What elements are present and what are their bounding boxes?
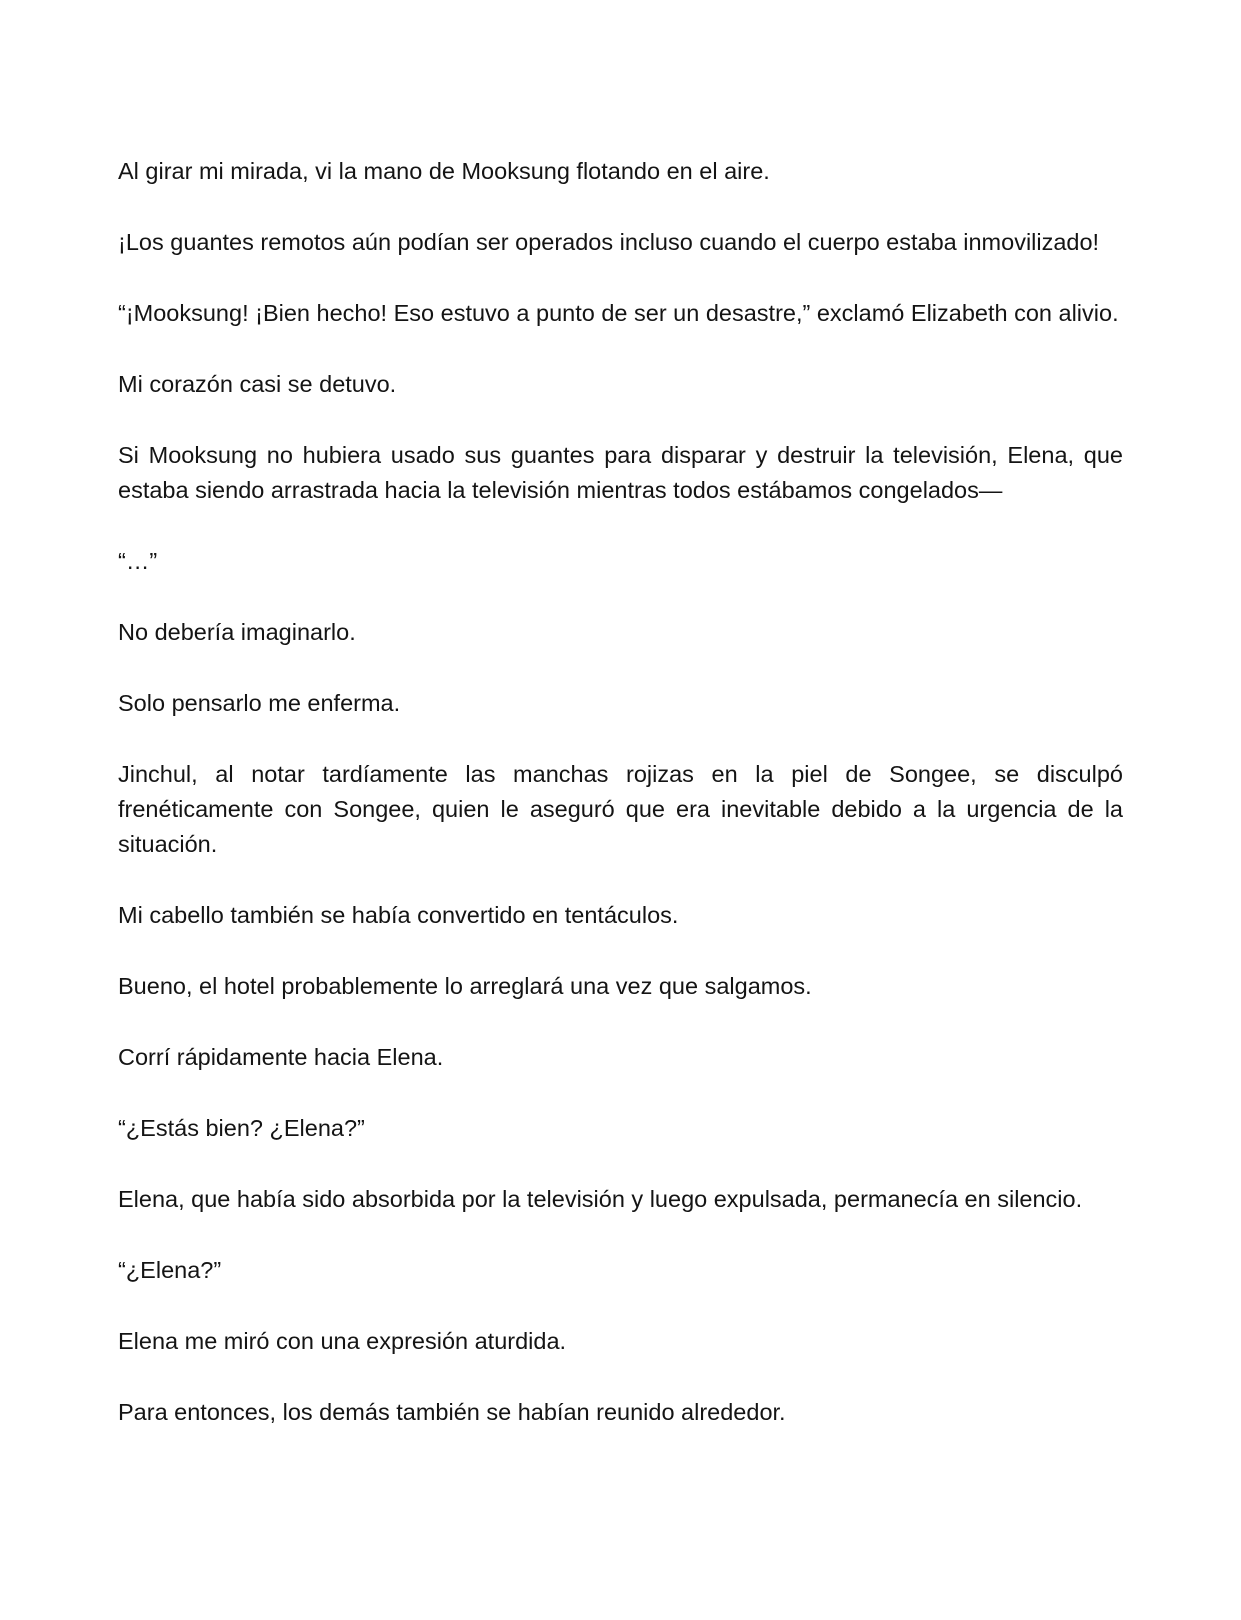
paragraph: Corrí rápidamente hacia Elena. <box>118 1044 444 1070</box>
paragraph: “¡Mooksung! ¡Bien hecho! Eso estuvo a punto de ser un desastre,” exclamó Elizabeth con alivio. <box>118 300 1119 326</box>
paragraph: ¡Los guantes remotos aún podían ser operados incluso cuando el cuerpo estaba inmovilizado! <box>118 229 1100 255</box>
paragraph: No debería imaginarlo. <box>118 619 356 645</box>
paragraph: Jinchul, al notar tardíamente las manchas rojizas en la piel de Songee, se disculpó frenéticamente con Songee, quien le aseguró que era inevitable debido a la urgencia de la situación. <box>118 761 1123 857</box>
paragraph: Mi cabello también se había convertido en tentáculos. <box>118 902 679 928</box>
paragraph: Solo pensarlo me enferma. <box>118 690 401 716</box>
document-body <box>118 154 1123 1430</box>
paragraph: “¿Estás bien? ¿Elena?” <box>118 1115 365 1141</box>
paragraph: Si Mooksung no hubiera usado sus guantes para disparar y destruir la televisión, Elena, que estaba siendo arrastrada hacia la televisión mientras todos estábamos congelados— <box>118 442 1123 503</box>
paragraph: Mi corazón casi se detuvo. <box>118 371 397 397</box>
paragraph: Al girar mi mirada, vi la mano de Mooksung flotando en el aire. <box>118 158 770 184</box>
paragraph: Para entonces, los demás también se habían reunido alrededor. <box>118 1399 786 1425</box>
paragraph: “…” <box>118 548 158 574</box>
paragraph: Elena me miró con una expresión aturdida. <box>118 1328 567 1354</box>
paragraph: Elena, que había sido absorbida por la televisión y luego expulsada, permanecía en silencio. <box>118 1186 1083 1212</box>
paragraph: Bueno, el hotel probablemente lo arreglará una vez que salgamos. <box>118 973 812 999</box>
paragraph: “¿Elena?” <box>118 1257 222 1283</box>
